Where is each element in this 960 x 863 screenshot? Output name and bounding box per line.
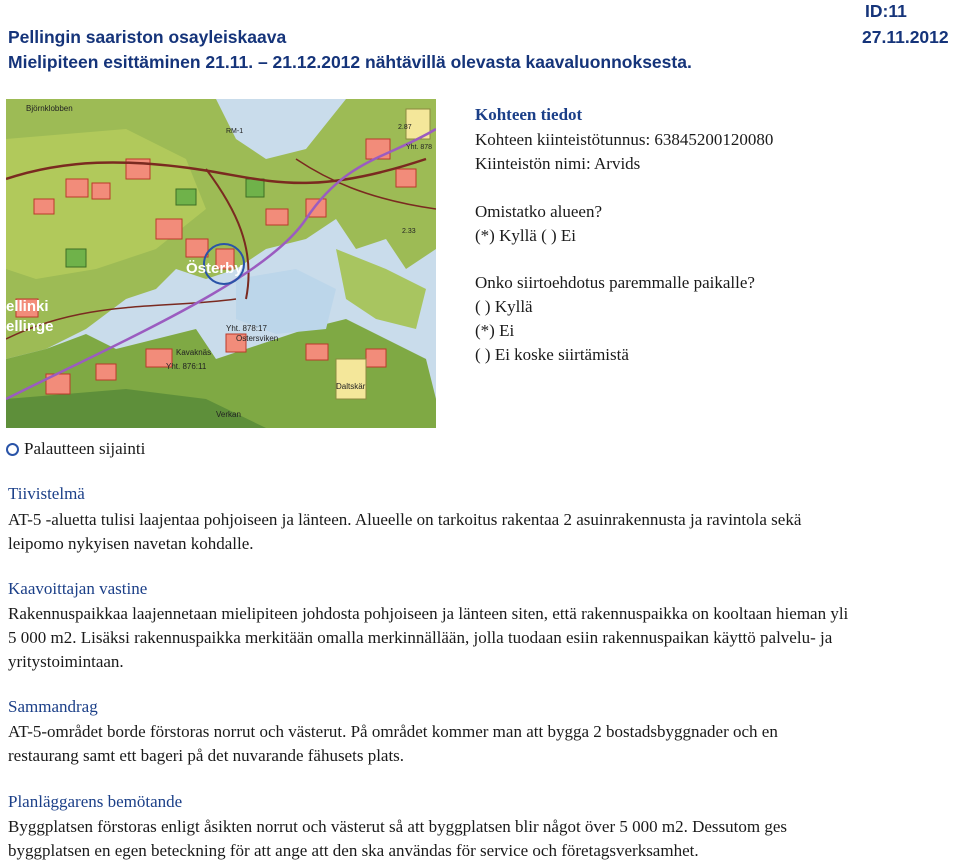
relocation-option-na: ( ) Ei koske siirtämistä	[475, 345, 629, 364]
map-label: Daltskär	[336, 382, 366, 391]
map-label: Björnklobben	[26, 104, 73, 113]
map-label: Kavaknäs	[176, 348, 212, 357]
document-title: Pellingin saariston osayleiskaava	[8, 27, 287, 47]
location-map	[6, 99, 436, 428]
property-name: Kiinteistön nimi: Arvids	[475, 154, 641, 173]
document-id: ID:11	[865, 1, 907, 21]
map-label: ellinge	[6, 318, 54, 335]
response-sv-text: Byggplatsen förstoras enligt åsikten norrut och västerut så att byggplatsen blir något över 5 000 m2. Dessutom ges byggplatsen en egen beteckning för att ange att den ska användas för service och företagsverksamhet.	[8, 817, 788, 860]
summary-fi-title: Tiivistelmä	[8, 484, 85, 503]
map-label: Yht. 876:11	[166, 362, 207, 371]
legend-label: Palautteen sijainti	[24, 439, 146, 458]
map-label: Yht. 878:17	[226, 324, 267, 333]
ownership-answer: (*) Kyllä ( ) Ei	[475, 226, 577, 245]
summary-sv-title: Sammandrag	[8, 697, 98, 716]
response-fi-title: Kaavoittajan vastine	[8, 579, 148, 598]
ownership-question: Omistatko alueen?	[475, 202, 602, 221]
map-image	[6, 99, 436, 428]
map-legend	[6, 437, 145, 461]
location-marker-icon	[6, 443, 19, 456]
map-label: Yht. 878	[406, 144, 433, 151]
document-date: 27.11.2012	[862, 27, 949, 47]
map-label: Österby	[186, 260, 243, 277]
map-label: ellinki	[6, 298, 49, 315]
map-label: Ostersviken	[236, 334, 279, 343]
map-label: 2.33	[402, 228, 416, 235]
summary-fi-text: AT-5 -aluetta tulisi laajentaa pohjoiseen ja länteen. Alueelle on tarkoitus rakentaa 2 asuinrakennusta ja ravintola sekä leipomo nykyisen navetan kohdalle.	[8, 510, 802, 553]
map-label: 2.87	[398, 124, 412, 131]
property-id: Kohteen kiinteistötunnus: 63845200120080	[475, 130, 774, 149]
map-label: Verkan	[216, 410, 241, 419]
relocation-question: Onko siirtoehdotus paremmalle paikalle?	[475, 273, 755, 292]
document-subtitle: Mielipiteen esittäminen 21.11. – 21.12.2012 nähtävillä olevasta kaavaluonnoksesta.	[8, 52, 692, 72]
details-title: Kohteen tiedot	[475, 105, 583, 124]
summary-sv-text: AT-5-området borde förstoras norrut och västerut. På området kommer man att bygga 2 bostadsbyggnader och en restaurang samt ett bageri på det nuvarande fähusets plats.	[8, 722, 778, 765]
relocation-option-yes: ( ) Kyllä	[475, 297, 533, 316]
relocation-option-no: (*) Ei	[475, 321, 515, 340]
response-fi-text: Rakennuspaikkaa laajennetaan mielipiteen johdosta pohjoiseen ja länteen siten, että rakennuspaikka on kooltaan hieman yli 5 000 m2. Lisäksi rakennuspaikka merkitään omalla merkinnällään, jolla tuodaan esiin rakennuspaikan käyttö palvelu- ja yritystoimintaan.	[8, 604, 849, 671]
response-sv-title: Planläggarens bemötande	[8, 792, 183, 811]
map-label: RM-1	[226, 128, 244, 135]
